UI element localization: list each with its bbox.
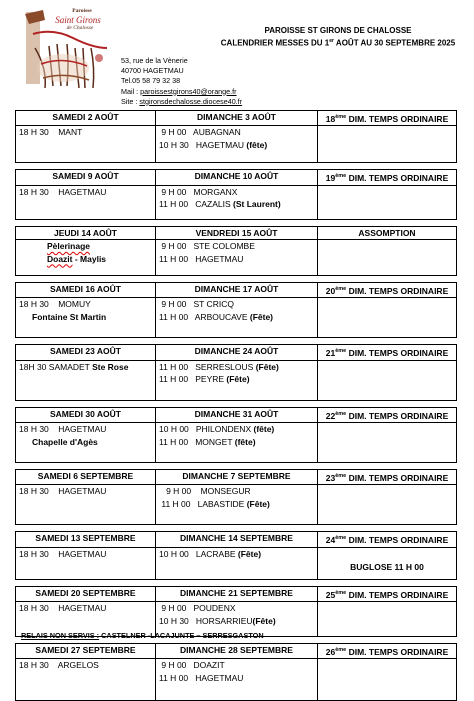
note-cell — [318, 360, 457, 400]
week-header-row — [16, 345, 457, 360]
saturday-cell — [16, 126, 156, 163]
sunday-date: DIMANCHE 14 SEPTEMBRE — [156, 532, 318, 547]
pilgrimage-label: Pèlerinage — [47, 241, 90, 252]
sunday-date: VENDREDI 15 AOÛT — [156, 226, 318, 240]
saturday-cell — [16, 240, 156, 276]
saturday-mass: 18 H 30 HAGETMAU — [19, 603, 107, 614]
mass-times-row — [16, 185, 457, 219]
footer-text: CASTELNER -LACAJUNTE – SERRESGASTON — [99, 631, 264, 640]
spacer-cell — [16, 338, 457, 345]
sunday-mass: 9 H 00 AUBAGNAN — [159, 127, 241, 138]
saturday-mass: 18 H 30 HAGETMAU — [19, 186, 107, 197]
week-header-row — [16, 532, 457, 547]
saturday-cell — [16, 547, 156, 579]
address-city: 40700 HAGETMAU — [121, 66, 184, 76]
week-header-row — [16, 111, 457, 126]
saturday-cell — [16, 423, 156, 463]
spacer-cell — [16, 163, 457, 170]
mass-times-row — [16, 659, 457, 701]
week-header-row — [16, 226, 457, 240]
mass-times-row — [16, 360, 457, 400]
sunday-ordinary-title: 26ème DIM. TEMPS ORDINAIRE — [318, 644, 457, 659]
sunday-ordinary-title: 22ème DIM. TEMPS ORDINAIRE — [318, 407, 457, 422]
sunday-ordinary-title: 23ème DIM. TEMPS ORDINAIRE — [318, 470, 457, 485]
sunday-mass: 11 H 00 ARBOUCAVE (Fête) — [159, 311, 274, 322]
sunday-ordinary-title: 24ème DIM. TEMPS ORDINAIRE — [318, 532, 457, 547]
mass-times-row — [16, 298, 457, 338]
sunday-mass: 9 H 00 STE COLOMBE — [159, 241, 255, 252]
note-cell — [318, 240, 457, 276]
sunday-date: DIMANCHE 10 AOÛT — [156, 170, 318, 185]
saturday-date: SAMEDI 6 SEPTEMBRE — [16, 470, 156, 485]
row-spacer — [16, 525, 457, 532]
note-cell — [318, 659, 457, 701]
saturday-date: SAMEDI 9 AOÛT — [16, 170, 156, 185]
mass-times-row — [16, 547, 457, 579]
sunday-mass: 11 H 00 HAGETMAU — [159, 672, 244, 683]
week-header-row — [16, 586, 457, 601]
sunday-mass: 10 H 00 PHILONDENX (fête) — [159, 424, 275, 435]
spacer-cell — [16, 400, 457, 407]
saturday-mass-place: Chapelle d'Agès — [32, 436, 98, 447]
sunday-cell — [156, 185, 318, 219]
parish-address — [121, 56, 242, 107]
logo-main-text: Saint Girons — [55, 15, 101, 25]
sunday-cell — [156, 240, 318, 276]
sunday-cell — [156, 423, 318, 463]
sunday-ordinary-title: 21ème DIM. TEMPS ORDINAIRE — [318, 345, 457, 360]
sunday-cell — [156, 485, 318, 525]
sunday-mass: 9 H 00 MORGANX — [159, 186, 238, 197]
row-spacer — [16, 338, 457, 345]
mass-calendar-table — [15, 110, 457, 701]
spacer-cell — [16, 219, 457, 226]
sunday-mass: 9 H 00 DOAZIT — [159, 660, 225, 671]
week-header-row — [16, 470, 457, 485]
sunday-cell — [156, 547, 318, 579]
address-street: 53, rue de la Vènerie — [121, 56, 188, 65]
sunday-date: DIMANCHE 21 SEPTEMBRE — [156, 586, 318, 601]
saturday-mass: 18 H 30 ARGELOS — [19, 660, 99, 671]
week-header-row — [16, 407, 457, 422]
row-spacer — [16, 163, 457, 170]
note-cell — [318, 547, 457, 579]
mass-times-row — [16, 126, 457, 163]
note-cell — [318, 485, 457, 525]
sunday-mass: 9 H 00 ST CRICQ — [159, 299, 234, 310]
row-spacer — [16, 579, 457, 586]
sunday-ordinary-title: 20ème DIM. TEMPS ORDINAIRE — [318, 283, 457, 298]
sunday-mass: 10 H 00 LACRABE (Fête) — [159, 548, 262, 559]
sunday-cell — [156, 360, 318, 400]
spacer-cell — [16, 525, 457, 532]
saturday-date: SAMEDI 27 SEPTEMBRE — [16, 644, 156, 659]
note-cell — [318, 298, 457, 338]
note-cell — [318, 423, 457, 463]
saturday-cell — [16, 360, 156, 400]
calendar-title: CALENDRIER MESSES DU 1er AOÛT AU 30 SEPTEMBRE 2025 — [220, 38, 456, 48]
saturday-cell — [16, 659, 156, 701]
saturday-mass: 18H 30 SAMADET Ste Rose — [19, 361, 129, 372]
sunday-mass: 10 H 30 HORSARRIEU(Fête) — [159, 615, 276, 626]
saturday-date: SAMEDI 2 AOÛT — [16, 111, 156, 126]
sunday-mass: 9 H 00 POUDENX — [159, 603, 236, 614]
feast-title: ASSOMPTION — [318, 226, 457, 240]
sunday-ordinary-title: 18ème DIM. TEMPS ORDINAIRE — [318, 111, 457, 126]
saturday-date: SAMEDI 30 AOÛT — [16, 407, 156, 422]
sunday-date: DIMANCHE 24 AOÛT — [156, 345, 318, 360]
spacer-cell — [16, 276, 457, 283]
row-spacer — [16, 219, 457, 226]
footer-note — [21, 631, 264, 640]
spacer-cell — [16, 463, 457, 470]
logo-top-text: Paroisse — [72, 8, 92, 14]
sunday-date: DIMANCHE 17 AOÛT — [156, 283, 318, 298]
saturday-cell — [16, 185, 156, 219]
mass-times-row — [16, 240, 457, 276]
sunday-mass: 11 H 00 HAGETMAU — [159, 253, 244, 264]
saturday-mass-place: Fontaine St Martin — [32, 311, 107, 322]
sunday-date: DIMANCHE 28 SEPTEMBRE — [156, 644, 318, 659]
row-spacer — [16, 276, 457, 283]
week-header-row — [16, 170, 457, 185]
saturday-date: JEUDI 14 AOÛT — [16, 226, 156, 240]
saturday-mass: 18 H 30 MOMUY — [19, 299, 91, 310]
note-cell — [318, 126, 457, 163]
address-site: Site : stgironsdechalosse.diocese40.fr — [121, 96, 243, 106]
sunday-mass: 11 H 00 CAZALIS (St Laurent) — [159, 199, 281, 210]
address-mail: Mail : paroissestgirons40@orange.fr — [121, 86, 237, 96]
saturday-date: SAMEDI 20 SEPTEMBRE — [16, 586, 156, 601]
spacer-cell — [16, 579, 457, 586]
note-cell — [318, 602, 457, 637]
row-spacer — [16, 400, 457, 407]
sunday-date: DIMANCHE 31 AOÛT — [156, 407, 318, 422]
sunday-cell — [156, 126, 318, 163]
saturday-date: SAMEDI 23 AOÛT — [16, 345, 156, 360]
site-link[interactable]: stgironsdechalosse.diocese40.fr — [139, 96, 243, 106]
saturday-date: SAMEDI 13 SEPTEMBRE — [16, 532, 156, 547]
sunday-mass: 9 H 00 MONSEGUR — [159, 486, 251, 497]
sunday-date: DIMANCHE 7 SEPTEMBRE — [156, 470, 318, 485]
note-cell — [318, 185, 457, 219]
sunday-cell — [156, 659, 318, 701]
row-spacer — [16, 463, 457, 470]
saturday-mass: 18 H 30 HAGETMAU — [19, 548, 107, 559]
saturday-date: SAMEDI 16 AOÛT — [16, 283, 156, 298]
sunday-mass: 11 H 00 LABASTIDE (Fête) — [159, 498, 270, 509]
saturday-mass: 18 H 30 MANT — [19, 127, 83, 138]
sunday-date: DIMANCHE 3 AOÛT — [156, 111, 318, 126]
saturday-mass: 18 H 30 HAGETMAU — [19, 486, 107, 497]
sunday-ordinary-title: 25ème DIM. TEMPS ORDINAIRE — [318, 586, 457, 601]
mass-times-row — [16, 485, 457, 525]
logo-sub-text: de Chalosse — [66, 25, 94, 31]
saturday-cell — [16, 485, 156, 525]
sunday-mass: 10 H 30 HAGETMAU (fête) — [159, 139, 268, 150]
document-header — [220, 26, 456, 49]
parish-logo — [23, 8, 109, 92]
parish-title: PAROISSE ST GIRONS DE CHALOSSE — [264, 26, 412, 35]
address-phone: Tel.05 58 79 32 38 — [121, 76, 181, 86]
pilgrimage-places: Doazit - Maylis — [47, 253, 107, 264]
sunday-cell — [156, 298, 318, 338]
mail-link[interactable]: paroissestgirons40@orange.fr — [140, 86, 237, 96]
calendar-body — [16, 111, 457, 701]
sunday-mass: 11 H 00 MONGET (fête) — [159, 436, 256, 447]
sunday-ordinary-title: 19ème DIM. TEMPS ORDINAIRE — [318, 170, 457, 185]
week-header-row — [16, 283, 457, 298]
footer-label: RELAIS NON SERVIS : — [21, 631, 100, 640]
extra-mass: BUGLOSE 11 H 00 — [350, 561, 424, 572]
sunday-mass: 11 H 00 PEYRE (Fête) — [159, 374, 250, 385]
mass-times-row — [16, 423, 457, 463]
saturday-mass: 18 H 30 HAGETMAU — [19, 424, 107, 435]
sunday-mass: 11 H 00 SERRESLOUS (Fête) — [159, 361, 279, 372]
week-header-row — [16, 644, 457, 659]
saturday-cell — [16, 298, 156, 338]
